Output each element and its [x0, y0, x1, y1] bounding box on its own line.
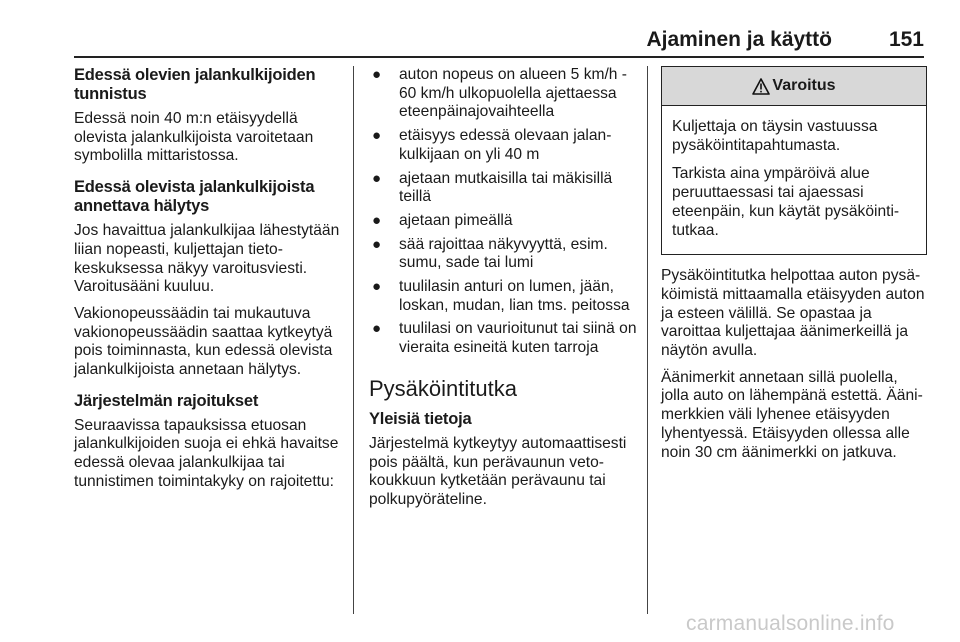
- paragraph: Vakionopeussäädin tai mukautuva vakionopeussäädin saattaa kytkeytyä pois toiminnasta, kun edessä olevista jalankulkijoista annetaan hälytys.: [74, 304, 333, 379]
- page-number: 151: [888, 28, 924, 51]
- heading-general-info: Yleisiä tietoja: [369, 409, 472, 428]
- page-header: [74, 20, 924, 58]
- limitations-list: [369, 66, 637, 358]
- bullet-icon: ●: [372, 66, 382, 83]
- bullet-icon: ●: [372, 211, 382, 229]
- warning-header: [662, 67, 926, 106]
- list-item-text: auton nopeus on alueen 5 km/h - 60 km/h ulkopuolella ajettaessa eteenpäinajovaihteella: [399, 66, 628, 121]
- chapter-title: Ajaminen ja käyttö: [646, 28, 832, 51]
- list-item: [369, 278, 637, 315]
- bullet-icon: ●: [372, 127, 382, 145]
- column-3: [661, 66, 927, 470]
- list-item-text: etäisyys edessä olevaan jalankulkijaan on yli 40 m: [399, 127, 612, 163]
- bullet-icon: ●: [372, 278, 382, 296]
- paragraph: Edessä noin 40 m:n etäisyydellä olevista jalankulkijoista varoitetaan symbolilla mittaristossa.: [74, 110, 314, 165]
- warning-triangle-icon: [752, 78, 770, 95]
- list-item: [369, 66, 637, 122]
- bullet-icon: ●: [372, 235, 382, 253]
- list-item-text: tuulilasin anturi on lumen, jään, loskan, mudan, lian tms. peitossa: [399, 278, 630, 314]
- list-item-text: sää rajoittaa näkyvyyttä, esim. sumu, sade tai lumi: [399, 235, 608, 272]
- column-divider-2: [647, 66, 648, 614]
- paragraph: Pysäköintitutka helpottaa auton pysäköimistä mittaamalla etäisyyden auton ja esteen välillä. Se opastaa ja varoittaa kuljettajaa äänimerkeillä ja näytön avulla.: [661, 267, 925, 360]
- header-rule: [74, 56, 924, 58]
- paragraph: Tarkista aina ympäröivä alue peruuttaessasi tai ajaessasi eteenpäin, kun käytät pysäköintitutkaa.: [672, 165, 900, 239]
- section-title-parking-sensor: Pysäköintitutka: [369, 375, 517, 401]
- bullet-icon: ●: [372, 169, 382, 187]
- column-divider-1: [353, 66, 354, 614]
- list-item: [369, 127, 637, 164]
- paragraph: Kuljettaja on täysin vastuussa pysäköintitapahtumasta.: [672, 118, 878, 154]
- paragraph: Jos havaittua jalankulkijaa lähestytään liian nopeasti, kuljettajan tietokeskuksessa näkyy varoitusviesti. Varoitusääni kuuluu.: [74, 222, 340, 296]
- list-item-text: tuulilasi on vaurioitunut tai siinä on vieraita esineitä kuten tarroja: [399, 320, 637, 357]
- paragraph: Äänimerkit annetaan sillä puolella, jolla auto on lähempänä estettä. Äänimerkkien väli lyhenee etäisyyden lyhentyessä. Etäisyyden ollessa alle noin 30 cm äänimerkki on jatkuva.: [661, 368, 923, 461]
- column-1: [74, 66, 344, 500]
- bullet-icon: ●: [372, 320, 382, 338]
- heading-pedestrian-detection: Edessä olevien jalankulkijoiden tunnistus: [74, 66, 316, 103]
- paragraph: Järjestelmä kytkeytyy automaattisesti pois päältä, kun perävaunun vetokoukkuun kytketään perävaunu tai polkupyöräteline.: [369, 434, 627, 508]
- list-item: [369, 236, 637, 273]
- warning-body: [662, 106, 926, 254]
- watermark: carmanualsonline.info: [686, 612, 895, 635]
- list-item: [369, 320, 637, 357]
- list-item: [369, 212, 637, 231]
- paragraph: Seuraavissa tapauksissa etuosan jalankulkijoiden suoja ei ehkä havaitse edessä olevaa jalankulkijaa tai tunnistimen toimintakyky on rajoitettu:: [74, 416, 339, 490]
- heading-pedestrian-alert: Edessä olevista jalankulkijoista annettava hälytys: [74, 178, 315, 216]
- list-item: [369, 170, 637, 207]
- list-item-text: ajetaan mutkaisilla tai mäkisillä teillä: [399, 169, 613, 206]
- warning-title: Varoitus: [772, 76, 836, 94]
- column-2: [369, 66, 637, 518]
- heading-system-limitations: Järjestelmän rajoitukset: [74, 391, 259, 410]
- warning-box: [661, 66, 927, 255]
- list-item-text: ajetaan pimeällä: [399, 211, 513, 229]
